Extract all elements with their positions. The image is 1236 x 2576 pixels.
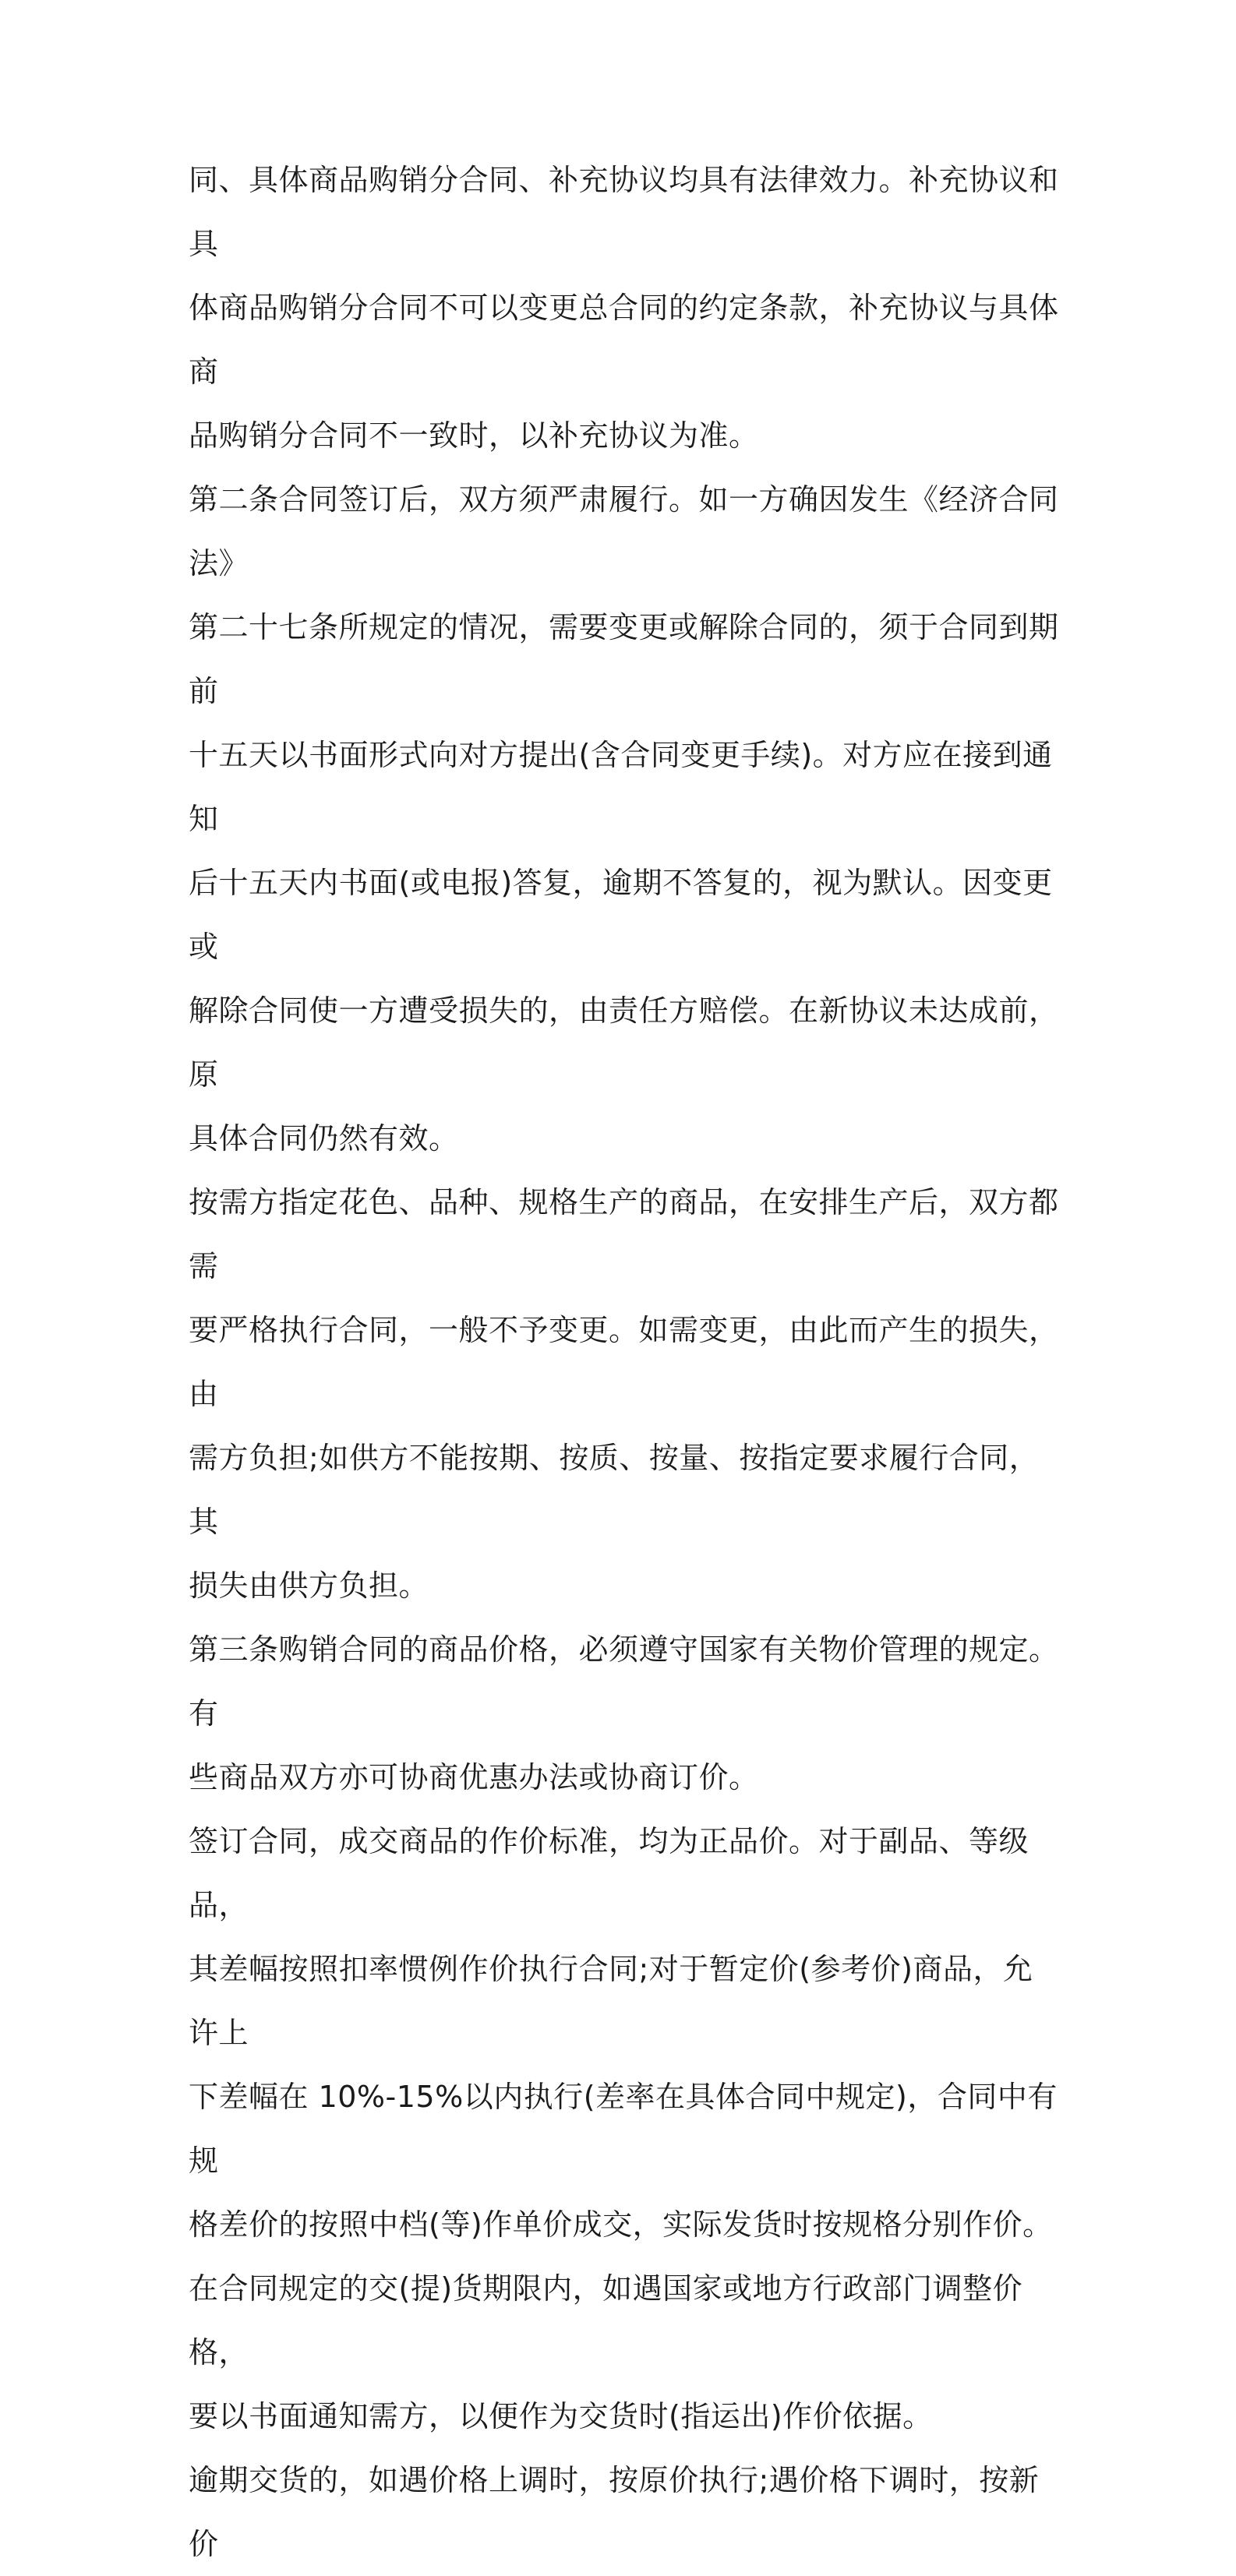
paragraph-7: 逾期交货的，如遇价格上调时，按原价执行;遇价格下调时，按新价 [189, 2463, 1040, 2561]
paragraph-2: 第二条合同签订后，双方须严肃履行。如一方确因发生《经济合同法》 第二十七条所规定的情况，需要变更或解除合同的，须于合同到期前 十五天以书面形式向对方提出(含合同变更手续)。对方应在接到通知 后十五天内书面(或电报)答复，逾期不答复的，视为默认。因变更或 解除合同使一方遭受损失的，由责任方赔偿。在新协议未达成前，原 具体合同仍然有效。 [189, 482, 1059, 1156]
document-body [189, 148, 1061, 2576]
paragraph-6: 在合同规定的交(提)货期限内，如遇国家或地方行政部门调整价格， 要以书面通知需方，以便作为交货时(指运出)作价依据。 [189, 2271, 1023, 2433]
paragraph-5: 签订合同，成交商品的作价标准，均为正品价。对于副品、等级品， 其差幅按照扣率惯例作价执行合同;对于暂定价(参考价)商品，允许上 下差幅在 10%-15%以内执行(差率在具体合同中规定)，合同中有规 格差价的按照中档(等)作单价成交，实际发货时按规格分别作价。 [189, 1824, 1058, 2242]
paragraph-4: 第三条购销合同的商品价格，必须遵守国家有关物价管理的规定。有 些商品双方亦可协商优惠办法或协商订价。 [189, 1632, 1059, 1794]
paragraph-1: 同、具体商品购销分合同、补充协议均具有法律效力。补充协议和具 体商品购销分合同不可以变更总合同的约定条款，补充协议与具体商 品购销分合同不一致时，以补充协议为准。 [189, 163, 1059, 453]
paragraph-3: 按需方指定花色、品种、规格生产的商品，在安排生产后，双方都需 要严格执行合同，一般不予变更。如需变更，由此而产生的损失，由 需方负担;如供方不能按期、按质、按量、按指定要求履行合同，其 损失由供方负担。 [189, 1185, 1059, 1603]
